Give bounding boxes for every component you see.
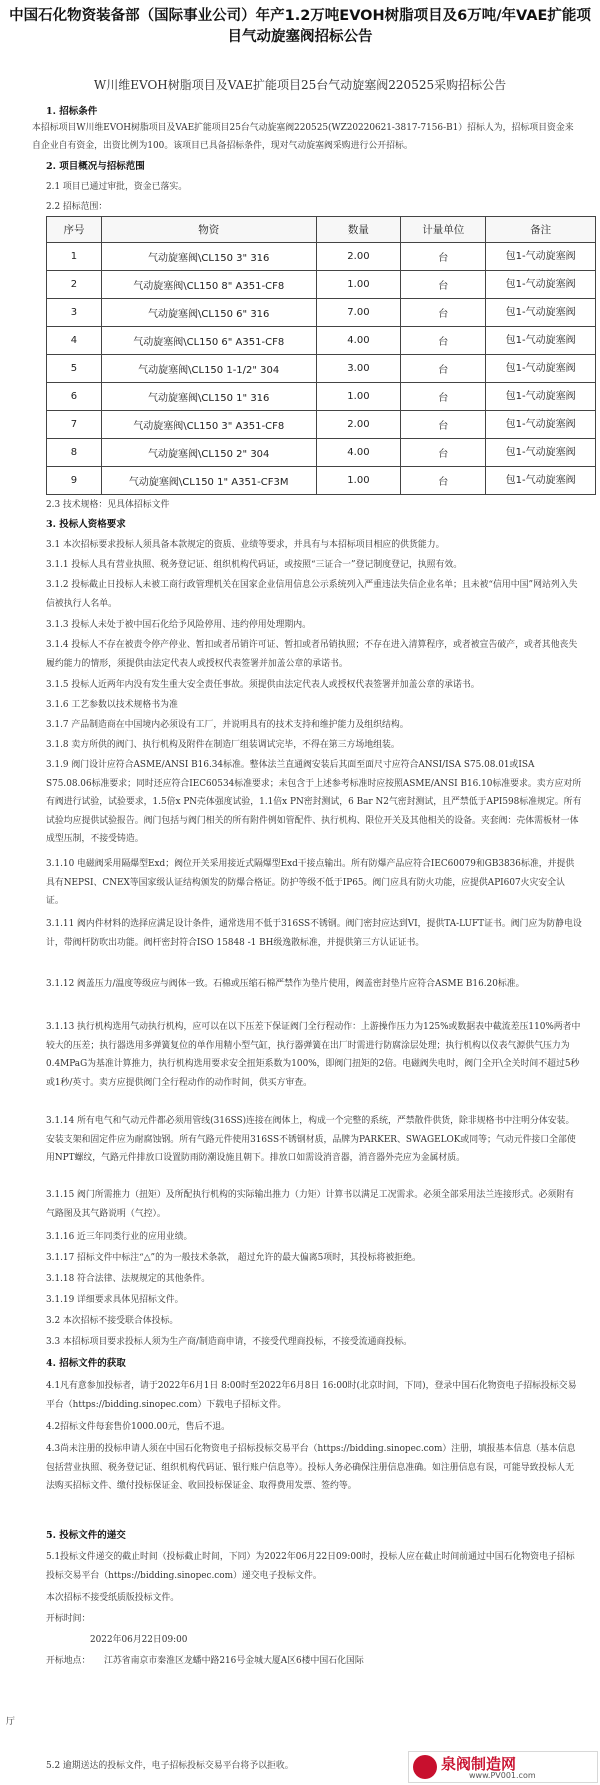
table-row [47, 439, 596, 467]
row-unit: 台 [401, 355, 486, 383]
row-quantity: 1.00 [316, 383, 401, 411]
row-remark: 包1-气动旋塞阀 [486, 327, 596, 355]
paragraph: 2.3 技术规格：见具体招标文件 [46, 500, 170, 510]
row-item: 气动旋塞阀\CL150 6" 316 [101, 299, 316, 327]
paragraph: 3.3 本招标项目要求投标人须为生产商/制造商申请，不接受代理商投标，不接受流通商投标。 [46, 1337, 413, 1347]
row-unit: 台 [401, 439, 486, 467]
row-quantity: 1.00 [316, 467, 401, 495]
paragraph: 3.1.18 符合法律、法规规定的其他条件。 [46, 1274, 211, 1284]
table-header-cell: 备注 [486, 217, 596, 243]
paragraph: 3.1 本次招标要求投标人须具备本款规定的资质、业绩等要求，并具有与本招标项目相应的供货能力。 [46, 540, 445, 550]
paragraph: 3.2 本次招标不接受联合体投标。 [46, 1316, 179, 1326]
row-quantity: 2.00 [316, 243, 401, 271]
paragraph: 3.1.9 阀门设计应符合ASME/ANSI B16.34标准。整体法兰直通阀安装后其面至面尺寸应符合ANSI/ISA S75.08.01或ISA S75.08.06标准要求；同时还应符合IEC60534标准要求；未包含于上述参考标准时应按照ASME/ANSI B16.10标准要求。卖方应对所有阀进行试验，试验要求，1.5倍x PN壳体强度试验，1.1倍x PN密封测试，6 Bar N2气密封测试，且严禁低于API598标准规定。所有试验均应提供试验报告。阀门包括与阀门相关的所有附件例如管配件、执行机构、限位开关及其他相关的设备。夹套阀：壳体需板材一体成型压制，不接受铸造。 [46, 760, 582, 844]
table-row [47, 243, 596, 271]
row-unit: 台 [401, 383, 486, 411]
row-item: 气动旋塞阀\CL150 3" 316 [101, 243, 316, 271]
paragraph: 3.1.15 阀门所需推力（扭矩）及所配执行机构的实际输出推力（力矩）计算书以满足工况需求。必须全部采用法兰连接形式。必须附有气路图及其气路说明（气控）。 [46, 1190, 575, 1219]
row-number: 2 [47, 271, 102, 299]
section-heading: 1. 招标条件 [46, 106, 98, 117]
section-heading: 2. 项目概况与招标范围 [46, 161, 145, 172]
paragraph: 本次招标不接受纸质版投标文件。 [46, 1593, 180, 1603]
table-row [47, 383, 596, 411]
site-logo-icon [413, 1755, 437, 1779]
row-quantity: 3.00 [316, 355, 401, 383]
row-item: 气动旋塞阀\CL150 1-1/2" 304 [101, 355, 316, 383]
row-number: 9 [47, 467, 102, 495]
table-header-cell: 数量 [316, 217, 401, 243]
row-remark: 包1-气动旋塞阀 [486, 411, 596, 439]
row-number: 1 [47, 243, 102, 271]
paragraph: 3.1.10 电磁阀采用隔爆型Exd；阀位开关采用接近式隔爆型Exd干接点输出。所有防爆产品应符合IEC60079和GB3836标准，并提供具有NEPSI、CNEX等国家级认证结构颁发的防爆合格证。防护等级不低于IP65。阀门应具有防火功能，应提供API607火灾安全认证。 [46, 859, 575, 906]
row-remark: 包1-气动旋塞阀 [486, 271, 596, 299]
row-unit: 台 [401, 327, 486, 355]
page-title: 中国石化物资装备部（国际事业公司）年产1.2万吨EVOH树脂项目及6万吨/年VAE扩能项目气动旋塞阀招标公告 [9, 8, 591, 45]
open-place-value: 江苏省南京市秦淮区龙蟠中路216号金城大厦A区6楼中国石化国际 [104, 1656, 364, 1666]
table-header-row [47, 217, 596, 243]
paragraph: 3.1.2 投标截止日投标人未被工商行政管理机关在国家企业信用信息公示系统列入严重违法失信企业名单；且未被“信用中国”网站列入失信被执行人名单。 [46, 580, 578, 609]
row-remark: 包1-气动旋塞阀 [486, 439, 596, 467]
row-quantity: 4.00 [316, 439, 401, 467]
row-item: 气动旋塞阀\CL150 1" A351-CF3M [101, 467, 316, 495]
row-unit: 台 [401, 243, 486, 271]
table-row [47, 355, 596, 383]
paragraph: 3.1.17 招标文件中标注“△”的为一般技术条款， 超过允许的最大偏离5项时，其投标将被拒绝。 [46, 1253, 421, 1263]
table-row [47, 327, 596, 355]
open-place-continued: 厅 [6, 1717, 15, 1727]
paragraph: 3.1.19 详细要求具体见招标文件。 [46, 1295, 184, 1305]
paragraph: 2.1 项目已通过审批，资金已落实。 [46, 182, 188, 192]
table-header-cell: 序号 [47, 217, 102, 243]
row-quantity: 7.00 [316, 299, 401, 327]
paragraph: 4.1凡有意参加投标者，请于2022年6月1日 8:00时至2022年6月8日 16:00时(北京时间，下同)，登录中国石化物资电子招标投标交易平台（https://bidding.sinopec.com）下载电子招标文件。 [46, 1381, 577, 1410]
table-header-cell: 计量单位 [401, 217, 486, 243]
open-place-label: 开标地点： [46, 1656, 91, 1666]
row-quantity: 4.00 [316, 327, 401, 355]
paragraph: 4.2招标文件每套售价1000.00元，售后不退。 [46, 1422, 230, 1432]
paragraph: 5.2 逾期送达的投标文件，电子招标投标交易平台将予以拒收。 [46, 1761, 294, 1771]
row-item: 气动旋塞阀\CL150 8" A351-CF8 [101, 271, 316, 299]
table-header-cell: 物资 [101, 217, 316, 243]
paragraph: 本招标项目W川维EVOH树脂项目及VAE扩能项目25台气动旋塞阀220525(WZ20220621-3817-7156-B1）招标人为，招标项目资金来自企业自有资金，出资比例为100。该项目已具备招标条件，现对气动旋塞阀采购进行公开招标。 [32, 123, 574, 151]
row-unit: 台 [401, 271, 486, 299]
paragraph: 3.1.11 阀内件材料的选择应满足设计条件，通常选用不低于316SS不锈钢。阀门密封应达到VI，提供TA-LUFT证书。阀门应为防静电设计，带阀杆防吹出功能。阀杆密封符合ISO 15848 -1 BH级逸散标准，并提供第三方认证证书。 [46, 919, 582, 948]
row-remark: 包1-气动旋塞阀 [486, 355, 596, 383]
row-number: 8 [47, 439, 102, 467]
paragraph: 2.2 招标范围： [46, 202, 108, 212]
paragraph: 3.1.3 投标人未处于被中国石化给予风险停用、违约停用处理期内。 [46, 620, 312, 630]
row-item: 气动旋塞阀\CL150 3" A351-CF8 [101, 411, 316, 439]
section-heading: 3. 投标人资格要求 [46, 519, 126, 530]
row-number: 7 [47, 411, 102, 439]
page-subtitle: W川维EVOH树脂项目及VAE扩能项目25台气动旋塞阀220525采购招标公告 [93, 78, 507, 92]
paragraph: 3.1.1 投标人具有营业执照、税务登记证、组织机构代码证，或按照“三证合一”登记制度登记，执照有效。 [46, 560, 463, 570]
paragraph: 3.1.4 投标人不存在被责令停产停业、暂扣或者吊销许可证、暂扣或者吊销执照；不存在进入清算程序，或者被宣告破产，或者其他丧失履约能力的情形，须提供由法定代表人或授权代表签署并加盖公章的承诺书。 [46, 640, 578, 669]
paragraph: 4.3尚未注册的投标申请人须在中国石化物资电子招标投标交易平台（https://bidding.sinopec.com）注册，填报基本信息（基本信息包括营业执照、税务登记证、组织机构代码证、银行账户信息等）。投标人务必确保注册信息准确。如注册信息有误，可能导致投标人无法购买招标文件、缴付投标保证金、收回投标保证金、取得费用发票、签约等。 [46, 1444, 576, 1491]
row-remark: 包1-气动旋塞阀 [486, 299, 596, 327]
paragraph: 3.1.6 工艺参数以技术规格书为准 [46, 700, 178, 710]
section-heading: 5. 投标文件的递交 [46, 1530, 126, 1541]
paragraph: 3.1.14 所有电气和气动元件都必须用管线(316SS)连接在阀体上，构成一个完整的系统，严禁散件供货，除非规格书中注明分体安装。安装支架和固定件应为耐腐蚀钢。所有气路元件使用316SS不锈钢材质，品牌为PARKER、SWAGELOK或同等；气动元件接口全部使用NPT螺纹，气路元件排放口设置防雨防潮设施且朝下。排放口如需设消音器，消音器外壳应为金属材质。 [46, 1116, 576, 1163]
row-item: 气动旋塞阀\CL150 6" A351-CF8 [101, 327, 316, 355]
site-watermark [408, 1751, 598, 1783]
paragraph: 5.1投标文件递交的截止时间（投标截止时间，下同）为2022年06月22日09:00时，投标人应在截止时间前通过中国石化物资电子招标投标交易平台（https://bidding.sinopec.com）递交电子投标文件。 [46, 1552, 575, 1581]
row-item: 气动旋塞阀\CL150 1" 316 [101, 383, 316, 411]
row-remark: 包1-气动旋塞阀 [486, 383, 596, 411]
row-unit: 台 [401, 411, 486, 439]
table-row [47, 467, 596, 495]
paragraph: 3.1.12 阀盖压力/温度等级应与阀体一致。石棉或压缩石棉严禁作为垫片使用，阀盖密封垫片应符合ASME B16.20标准。 [46, 979, 525, 989]
paragraph: 3.1.7 产品制造商在中国境内必须设有工厂，并说明具有的技术支持和维护能力及组织结构。 [46, 720, 409, 730]
procurement-table [46, 216, 596, 495]
row-quantity: 1.00 [316, 271, 401, 299]
row-remark: 包1-气动旋塞阀 [486, 243, 596, 271]
row-number: 6 [47, 383, 102, 411]
watermark-url: www.PV001.com [469, 1771, 536, 1780]
section-heading: 4. 招标文件的获取 [46, 1358, 126, 1369]
open-time-label: 开标时间： [46, 1614, 91, 1624]
table-row [47, 299, 596, 327]
row-unit: 台 [401, 467, 486, 495]
row-unit: 台 [401, 299, 486, 327]
row-item: 气动旋塞阀\CL150 2" 304 [101, 439, 316, 467]
row-number: 4 [47, 327, 102, 355]
paragraph: 3.1.5 投标人近两年内没有发生重大安全责任事故。须提供由法定代表人或授权代表签署并加盖公章的承诺书。 [46, 680, 480, 690]
watermark-brand: 泉阀制造网 [441, 1755, 517, 1773]
open-time-value: 2022年06月22日09:00 [90, 1635, 188, 1645]
row-quantity: 2.00 [316, 411, 401, 439]
paragraph: 3.1.16 近三年同类行业的应用业绩。 [46, 1232, 193, 1242]
row-remark: 包1-气动旋塞阀 [486, 467, 596, 495]
paragraph: 3.1.8 卖方所供的阀门、执行机构及附件在制造厂组装调试完毕，不得在第三方场地组装。 [46, 740, 400, 750]
row-number: 5 [47, 355, 102, 383]
table-row [47, 411, 596, 439]
paragraph: 3.1.13 执行机构选用气动执行机构，应可以在以下压差下保证阀门全行程动作：上游操作压力为125%或数据表中截流差压110%两者中较大的压差；执行器选用多弹簧复位的单作用精小型气缸，执行器弹簧在出厂时需进行防腐涂层处理；执行机构以仪表气源供气压力为0.4MPaG为基准计算推力，执行机构选用要求安全扭矩系数为100%，即阀门扭矩的2倍。电磁阀失电时，阀门全开\全关时间不超过5秒或1秒/英寸。卖方应提供阀门全行程动作的动作时间，供买方审查。 [46, 1022, 581, 1088]
row-number: 3 [47, 299, 102, 327]
table-row [47, 271, 596, 299]
